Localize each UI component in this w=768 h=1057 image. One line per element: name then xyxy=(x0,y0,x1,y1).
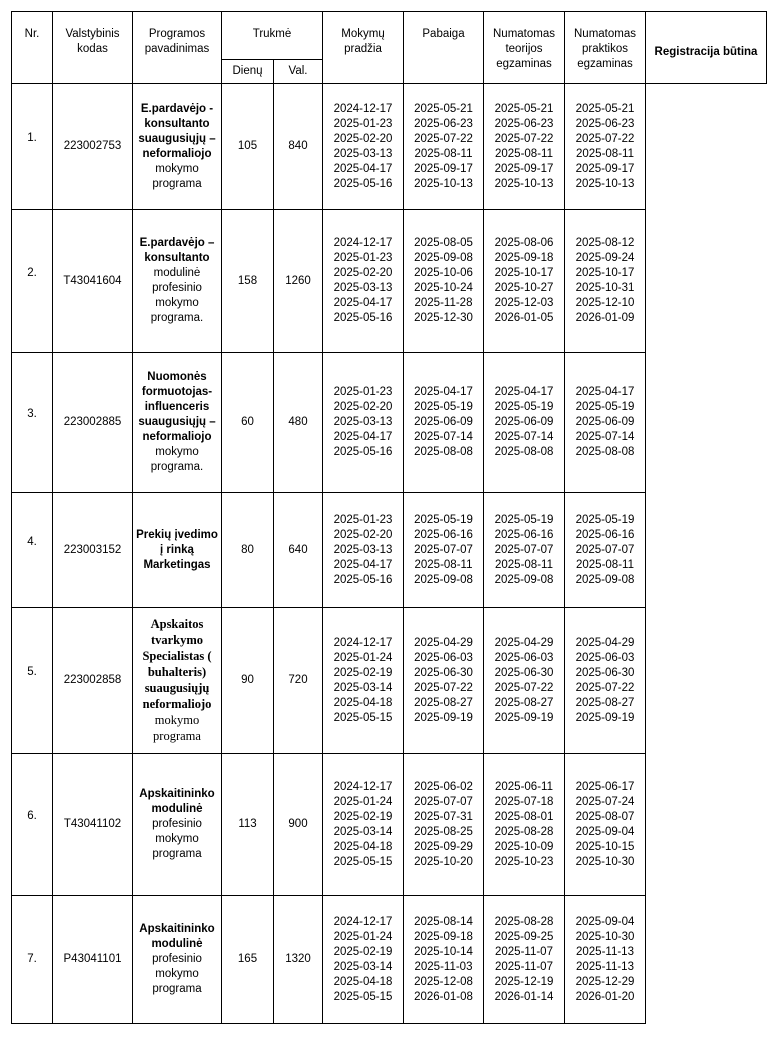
practice-date: 2025-08-11 xyxy=(576,147,634,160)
theory-dates xyxy=(484,353,565,493)
end-date: 2025-12-08 xyxy=(414,975,473,988)
end-date: 2025-04-29 xyxy=(414,636,473,649)
theory-date: 2025-11-07 xyxy=(495,960,553,973)
program-name-bold: Apskaitininko modulinė xyxy=(139,923,215,950)
registration-cell xyxy=(646,84,767,210)
end-date: 2025-06-03 xyxy=(414,651,473,664)
end-date: 2025-10-06 xyxy=(414,267,473,279)
start-date: 2025-01-24 xyxy=(333,930,393,943)
row-number: 4. xyxy=(27,535,37,548)
duration-days: 113 xyxy=(238,818,257,830)
header-code: Valstybinis kodas xyxy=(53,12,133,84)
start-date: 2025-05-15 xyxy=(333,711,393,724)
practice-date: 2025-06-03 xyxy=(575,651,635,664)
theory-date: 2025-04-29 xyxy=(494,636,554,649)
practice-date: 2025-07-22 xyxy=(575,681,635,694)
header-nr: Nr. xyxy=(12,12,53,84)
end-date: 2025-10-14 xyxy=(414,945,473,958)
theory-date: 2025-08-28 xyxy=(494,825,554,838)
program-code: P43041101 xyxy=(63,953,122,965)
program-name-rest: profesinio mokymo programa xyxy=(152,953,202,995)
theory-date: 2025-07-18 xyxy=(494,795,554,808)
header-registration: Registracija būtina xyxy=(646,12,767,84)
theory-dates xyxy=(484,754,565,896)
theory-date: 2025-07-22 xyxy=(494,681,554,694)
start-date: 2025-01-23 xyxy=(333,386,393,398)
end-date: 2025-08-08 xyxy=(414,446,473,458)
start-date: 2025-04-17 xyxy=(333,431,393,443)
program-name-bold: Apskaitininko modulinė xyxy=(139,788,215,815)
practice-date: 2025-08-27 xyxy=(575,696,635,709)
registration-cell xyxy=(646,353,767,493)
start-date: 2025-05-15 xyxy=(333,990,393,1003)
duration-days: 165 xyxy=(237,953,258,965)
theory-date: 2026-01-05 xyxy=(494,312,554,324)
theory-dates xyxy=(484,493,565,608)
end-date: 2025-09-19 xyxy=(414,711,473,724)
practice-date: 2025-07-07 xyxy=(575,543,635,556)
end-date: 2025-06-30 xyxy=(414,666,473,679)
theory-date: 2025-06-11 xyxy=(495,780,553,793)
theory-date: 2025-05-19 xyxy=(494,401,554,413)
theory-date: 2025-10-13 xyxy=(494,177,554,190)
theory-date: 2025-07-14 xyxy=(494,431,554,443)
end-date: 2025-06-02 xyxy=(414,780,473,793)
program-name xyxy=(133,210,222,353)
registration-cell xyxy=(646,608,767,754)
header-start: Mokymų pradžia xyxy=(323,12,404,84)
practice-date: 2025-05-21 xyxy=(575,102,635,115)
row-number: 3. xyxy=(27,408,37,420)
start-date: 2025-02-20 xyxy=(333,528,393,541)
end-dates xyxy=(404,896,484,1024)
theory-date: 2025-10-09 xyxy=(494,840,554,853)
start-date: 2025-04-17 xyxy=(333,297,393,309)
end-date: 2025-09-08 xyxy=(414,573,473,586)
start-date: 2025-02-20 xyxy=(333,401,393,413)
theory-date: 2025-07-07 xyxy=(494,543,554,556)
program-code: 223002885 xyxy=(63,416,122,428)
practice-date: 2026-01-09 xyxy=(575,312,635,324)
end-dates xyxy=(404,493,484,608)
duration-hours: 480 xyxy=(288,416,308,428)
program-name xyxy=(133,754,222,896)
start-date: 2025-02-19 xyxy=(333,810,393,823)
start-date: 2025-05-16 xyxy=(333,312,393,324)
theory-dates xyxy=(484,210,565,353)
theory-date: 2025-08-08 xyxy=(494,446,554,458)
practice-date: 2025-05-19 xyxy=(575,401,635,413)
theory-date: 2025-08-27 xyxy=(494,696,554,709)
header-theory-exam: Numatomas teorijos egzaminas xyxy=(484,12,565,84)
theory-date: 2025-04-17 xyxy=(494,386,554,398)
theory-date: 2025-06-23 xyxy=(494,117,554,130)
end-date: 2025-07-07 xyxy=(414,543,473,556)
practice-dates xyxy=(565,210,646,353)
program-name xyxy=(133,493,222,608)
theory-date: 2025-12-19 xyxy=(494,975,554,988)
table-row xyxy=(12,210,767,353)
start-date: 2025-03-13 xyxy=(333,147,393,160)
row-number: 2. xyxy=(27,266,37,279)
duration-days: 105 xyxy=(237,140,258,152)
end-dates xyxy=(404,210,484,353)
practice-date: 2025-07-14 xyxy=(575,431,635,443)
start-date: 2025-03-14 xyxy=(333,681,393,694)
end-date: 2025-09-08 xyxy=(414,252,473,264)
theory-date: 2025-12-03 xyxy=(494,297,554,309)
end-dates xyxy=(404,608,484,754)
program-name-bold: Apskaitos tvarkymo Specialistas ( buhalteris) suaugusiųjų neformaliojo xyxy=(142,616,212,711)
practice-date: 2025-09-24 xyxy=(575,252,635,264)
program-name-rest: mokymo programa. xyxy=(150,446,204,473)
start-date: 2025-01-24 xyxy=(333,795,393,808)
start-date: 2025-05-16 xyxy=(333,446,393,458)
end-date: 2025-06-23 xyxy=(414,117,473,130)
start-date: 2024-12-17 xyxy=(333,780,393,793)
theory-date: 2025-10-27 xyxy=(494,282,554,294)
start-date: 2025-05-16 xyxy=(333,573,393,586)
end-date: 2025-11-28 xyxy=(414,297,473,309)
theory-date: 2025-09-17 xyxy=(494,162,554,175)
table-row xyxy=(12,754,767,896)
theory-date: 2025-07-22 xyxy=(494,132,554,145)
program-name xyxy=(133,608,222,754)
start-date: 2025-04-18 xyxy=(333,696,393,709)
theory-date: 2025-08-11 xyxy=(495,147,553,160)
start-dates xyxy=(323,210,404,353)
practice-date: 2025-10-15 xyxy=(575,840,635,853)
start-date: 2025-03-14 xyxy=(333,960,393,973)
program-code: 223003152 xyxy=(63,543,122,556)
schedule-table xyxy=(11,11,767,1024)
practice-date: 2025-06-23 xyxy=(575,117,635,130)
end-date: 2025-07-22 xyxy=(414,132,473,145)
practice-date: 2025-06-17 xyxy=(575,780,635,793)
end-date: 2025-08-25 xyxy=(414,825,473,838)
start-date: 2025-03-13 xyxy=(333,282,393,294)
practice-date: 2025-07-24 xyxy=(575,795,635,808)
end-date: 2025-08-05 xyxy=(414,237,473,249)
practice-date: 2025-08-11 xyxy=(576,558,634,571)
practice-dates xyxy=(565,353,646,493)
end-date: 2025-12-30 xyxy=(414,312,473,324)
end-date: 2025-09-29 xyxy=(414,840,473,853)
table-row xyxy=(12,493,767,608)
theory-date: 2025-08-06 xyxy=(494,237,554,249)
theory-date: 2025-05-19 xyxy=(494,513,554,526)
practice-date: 2025-04-17 xyxy=(575,386,635,398)
practice-date: 2025-09-17 xyxy=(575,162,635,175)
header-days: Dienų xyxy=(222,60,274,84)
end-date: 2025-07-22 xyxy=(414,681,473,694)
practice-date: 2025-08-12 xyxy=(575,237,635,249)
practice-dates xyxy=(565,754,646,896)
duration-days: 80 xyxy=(241,543,254,556)
start-date: 2025-02-19 xyxy=(333,666,393,679)
practice-dates xyxy=(565,493,646,608)
end-date: 2025-05-19 xyxy=(414,513,473,526)
row-number: 6. xyxy=(27,810,37,822)
end-date: 2025-07-31 xyxy=(414,810,473,823)
practice-dates xyxy=(565,608,646,754)
registration-cell xyxy=(646,210,767,353)
theory-dates xyxy=(484,896,565,1024)
practice-date: 2025-08-08 xyxy=(575,446,635,458)
theory-date: 2025-06-03 xyxy=(494,651,554,664)
start-date: 2025-04-18 xyxy=(333,840,393,853)
start-date: 2025-01-23 xyxy=(333,252,393,264)
program-name-rest: mokymo programa xyxy=(152,162,202,190)
start-date: 2025-03-14 xyxy=(333,825,393,838)
start-date: 2025-02-19 xyxy=(333,945,393,958)
table-row xyxy=(12,896,767,1024)
end-date: 2025-09-18 xyxy=(414,930,473,943)
practice-date: 2025-06-09 xyxy=(575,416,635,428)
duration-hours: 900 xyxy=(288,818,308,830)
header-duration: Trukmė xyxy=(222,12,323,60)
practice-date: 2025-10-31 xyxy=(575,282,635,294)
start-date: 2025-04-17 xyxy=(333,162,393,175)
end-date: 2026-01-08 xyxy=(414,990,473,1003)
start-date: 2025-03-13 xyxy=(333,416,393,428)
end-dates xyxy=(404,353,484,493)
table-row xyxy=(12,608,767,754)
practice-date: 2025-06-16 xyxy=(575,528,635,541)
theory-date: 2025-06-09 xyxy=(494,416,554,428)
program-name-bold: Nuomonės formuotojas-influenceris suaugusiųjų – neformaliojo xyxy=(138,371,216,443)
practice-date: 2025-05-19 xyxy=(575,513,635,526)
practice-date: 2025-10-30 xyxy=(575,855,635,868)
theory-date: 2025-09-08 xyxy=(494,573,554,586)
duration-days: 60 xyxy=(241,416,254,428)
theory-date: 2025-08-28 xyxy=(494,915,554,928)
practice-date: 2025-09-04 xyxy=(575,915,635,928)
practice-date: 2025-07-22 xyxy=(575,132,635,145)
end-date: 2025-08-27 xyxy=(414,696,473,709)
header-end: Pabaiga xyxy=(404,12,484,84)
program-name-bold: E.pardavėjo – konsultanto xyxy=(139,237,215,264)
theory-date: 2025-08-01 xyxy=(494,810,554,823)
program-name-bold: E.pardavėjo - konsultanto suaugusiųjų – neformaliojo xyxy=(138,102,216,160)
duration-days: 90 xyxy=(241,674,254,686)
end-date: 2025-08-11 xyxy=(414,558,473,571)
practice-date: 2025-12-29 xyxy=(575,975,635,988)
start-date: 2024-12-17 xyxy=(333,915,393,928)
start-dates xyxy=(323,896,404,1024)
duration-hours: 640 xyxy=(288,543,308,556)
row-number: 1. xyxy=(27,132,37,144)
program-name-rest: modulinė profesinio mokymo programa. xyxy=(150,267,204,324)
end-date: 2025-07-14 xyxy=(414,431,473,443)
table-row xyxy=(12,353,767,493)
program-code: T43041102 xyxy=(63,818,122,830)
end-date: 2025-11-03 xyxy=(414,960,473,973)
start-date: 2025-02-20 xyxy=(333,132,393,145)
theory-date: 2025-06-30 xyxy=(494,666,554,679)
program-name-rest: mokymo programa xyxy=(153,712,201,743)
header-program: Programos pavadinimas xyxy=(133,12,222,84)
duration-days: 158 xyxy=(237,274,258,287)
start-date: 2025-05-15 xyxy=(333,855,393,868)
end-dates xyxy=(404,84,484,210)
end-date: 2025-09-17 xyxy=(414,162,473,175)
start-date: 2024-12-17 xyxy=(333,636,393,649)
practice-date: 2025-12-10 xyxy=(575,297,635,309)
start-date: 2024-12-17 xyxy=(333,102,393,115)
registration-cell xyxy=(646,493,767,608)
program-name xyxy=(133,896,222,1024)
header-practice-exam: Numatomas praktikos egzaminas xyxy=(565,12,646,84)
duration-hours: 720 xyxy=(288,674,308,686)
program-name xyxy=(133,84,222,210)
start-date: 2025-01-23 xyxy=(333,117,393,130)
program-code: 223002858 xyxy=(63,674,122,686)
practice-date: 2025-09-19 xyxy=(575,711,635,724)
practice-date: 2025-04-29 xyxy=(575,636,635,649)
registration-cell xyxy=(646,896,767,1024)
header-hours: Val. xyxy=(274,60,323,84)
start-date: 2024-12-17 xyxy=(333,237,393,249)
program-name-rest: profesinio mokymo programa xyxy=(152,818,202,860)
start-date: 2025-01-23 xyxy=(333,513,393,526)
practice-date: 2025-11-13 xyxy=(576,960,634,973)
theory-date: 2026-01-14 xyxy=(494,990,554,1003)
start-date: 2025-05-16 xyxy=(333,177,393,190)
start-dates xyxy=(323,754,404,896)
row-number: 5. xyxy=(27,666,37,678)
theory-date: 2025-10-17 xyxy=(494,267,554,279)
duration-hours: 1320 xyxy=(285,953,311,965)
theory-date: 2025-09-18 xyxy=(494,252,554,264)
end-date: 2025-04-17 xyxy=(414,386,473,398)
practice-date: 2025-08-07 xyxy=(575,810,635,823)
duration-hours: 1260 xyxy=(285,274,311,287)
theory-dates xyxy=(484,608,565,754)
start-date: 2025-01-24 xyxy=(333,651,393,664)
theory-date: 2025-10-23 xyxy=(494,855,554,868)
program-code: T43041604 xyxy=(63,274,122,287)
start-dates xyxy=(323,353,404,493)
theory-date: 2025-05-21 xyxy=(494,102,554,115)
end-date: 2025-08-11 xyxy=(414,147,473,160)
end-date: 2025-05-21 xyxy=(414,102,473,115)
end-date: 2025-10-24 xyxy=(414,282,473,294)
end-date: 2025-06-09 xyxy=(414,416,473,428)
theory-date: 2025-09-25 xyxy=(494,930,554,943)
end-date: 2025-10-20 xyxy=(414,855,473,868)
program-code: 223002753 xyxy=(63,140,122,152)
practice-dates xyxy=(565,84,646,210)
theory-date: 2025-08-11 xyxy=(495,558,553,571)
table-row xyxy=(12,84,767,210)
end-date: 2025-05-19 xyxy=(414,401,473,413)
start-date: 2025-04-18 xyxy=(333,975,393,988)
row-number: 7. xyxy=(27,953,37,965)
program-name xyxy=(133,353,222,493)
theory-date: 2025-11-07 xyxy=(495,945,553,958)
practice-date: 2025-10-13 xyxy=(575,177,635,190)
end-date: 2025-10-13 xyxy=(414,177,473,190)
practice-date: 2025-09-08 xyxy=(575,573,635,586)
end-date: 2025-08-14 xyxy=(414,915,473,928)
duration-hours: 840 xyxy=(288,140,308,152)
practice-date: 2025-06-30 xyxy=(575,666,635,679)
practice-date: 2025-11-13 xyxy=(576,945,634,958)
start-date: 2025-03-13 xyxy=(333,543,393,556)
practice-date: 2025-09-04 xyxy=(575,825,635,838)
start-date: 2025-04-17 xyxy=(333,558,393,571)
program-name-bold: Prekių įvedimo į rinką Marketingas xyxy=(136,528,218,571)
practice-date: 2026-01-20 xyxy=(575,990,635,1003)
start-dates xyxy=(323,84,404,210)
end-date: 2025-06-16 xyxy=(414,528,473,541)
theory-date: 2025-06-16 xyxy=(494,528,554,541)
practice-dates xyxy=(565,896,646,1024)
registration-cell xyxy=(646,754,767,896)
start-dates xyxy=(323,608,404,754)
end-dates xyxy=(404,754,484,896)
practice-date: 2025-10-17 xyxy=(575,267,635,279)
theory-date: 2025-09-19 xyxy=(494,711,554,724)
end-date: 2025-07-07 xyxy=(414,795,473,808)
start-dates xyxy=(323,493,404,608)
start-date: 2025-02-20 xyxy=(333,267,393,279)
practice-date: 2025-10-30 xyxy=(575,930,635,943)
theory-dates xyxy=(484,84,565,210)
